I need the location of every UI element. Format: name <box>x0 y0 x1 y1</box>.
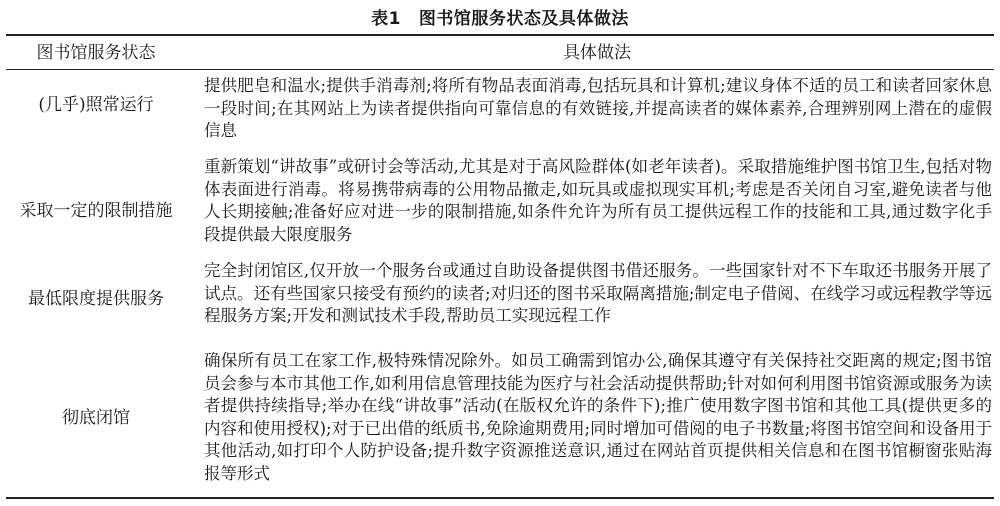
header-service-state: 图书馆服务状态 <box>36 43 156 63</box>
row-3-state: 最低限度提供服务 <box>28 289 164 309</box>
table-caption <box>0 4 1000 29</box>
header-practice: 具体做法 <box>563 43 631 63</box>
row-1-state: (几乎)照常运行 <box>38 95 154 115</box>
table-header-rule <box>6 69 994 70</box>
row-2-state: 采取一定的限制措施 <box>19 201 173 221</box>
row-3-practice: 完全封闭馆区,仅开放一个服务台或通过自助设备提供图书借还服务。一些国家针对不下车取还书服务开展了试点。还有些国家只接受有预约的读者;对归还的图书采取隔离措施;制定电子借阅、在线学习或远程教学等远程服务方案;开发和测试技术手段,帮助员工实现远程工作 <box>204 261 992 325</box>
row-2-practice: 重新策划“讲故事”或研讨会等活动,尤其是对于高风险群体(如老年读者)。采取措施维护图书馆卫生,包括对物体表面进行消毒。将易携带病毒的公用物品撤走,如玩具或虚拟现实耳机;考虑是否关闭自习室,避免读者与他人长期接触;准备好应对进一步的限制措施,如条件允许为所有员工提供远程工作的技能和工具,通过数字化手段提供最大限度服务 <box>204 157 992 244</box>
table-title: 图书馆服务状态及具体做法 <box>418 9 629 29</box>
table-number: 表1 <box>371 9 401 29</box>
row-1-practice: 提供肥皂和温水;提供手消毒剂;将所有物品表面消毒,包括玩具和计算机;建议身体不适的员工和读者回家休息一段时间;在其网站上为读者提供指向可靠信息的有效链接,并提高读者的媒体素养,合理辨别网上潜在的虚假信息 <box>204 76 992 140</box>
table-bottom-rule <box>6 497 994 499</box>
table-top-rule <box>6 34 994 36</box>
row-4-state: 彻底闭馆 <box>62 408 130 428</box>
row-4-practice: 确保所有员工在家工作,极特殊情况除外。如员工确需到馆办公,确保其遵守有关保持社交距离的规定;图书馆员会参与本市其他工作,如利用信息管理技能为医疗与社会活动提供帮助;针对如何利用图书馆资源或服务为读者提供持续指导;举办在线“讲故事”活动(在版权允许的条件下);推广使用数字图书馆和其他工具(提供更多的内容和使用授权);对于已出借的纸质书,免除逾期费用;同时增加可借阅的电子书数量;将图书馆空间和设备用于其他活动,如打印个人防护设备;提升数字资源推送意识,通过在网站首页提供相关信息和在图书馆橱窗张贴海报等形式 <box>204 351 992 483</box>
